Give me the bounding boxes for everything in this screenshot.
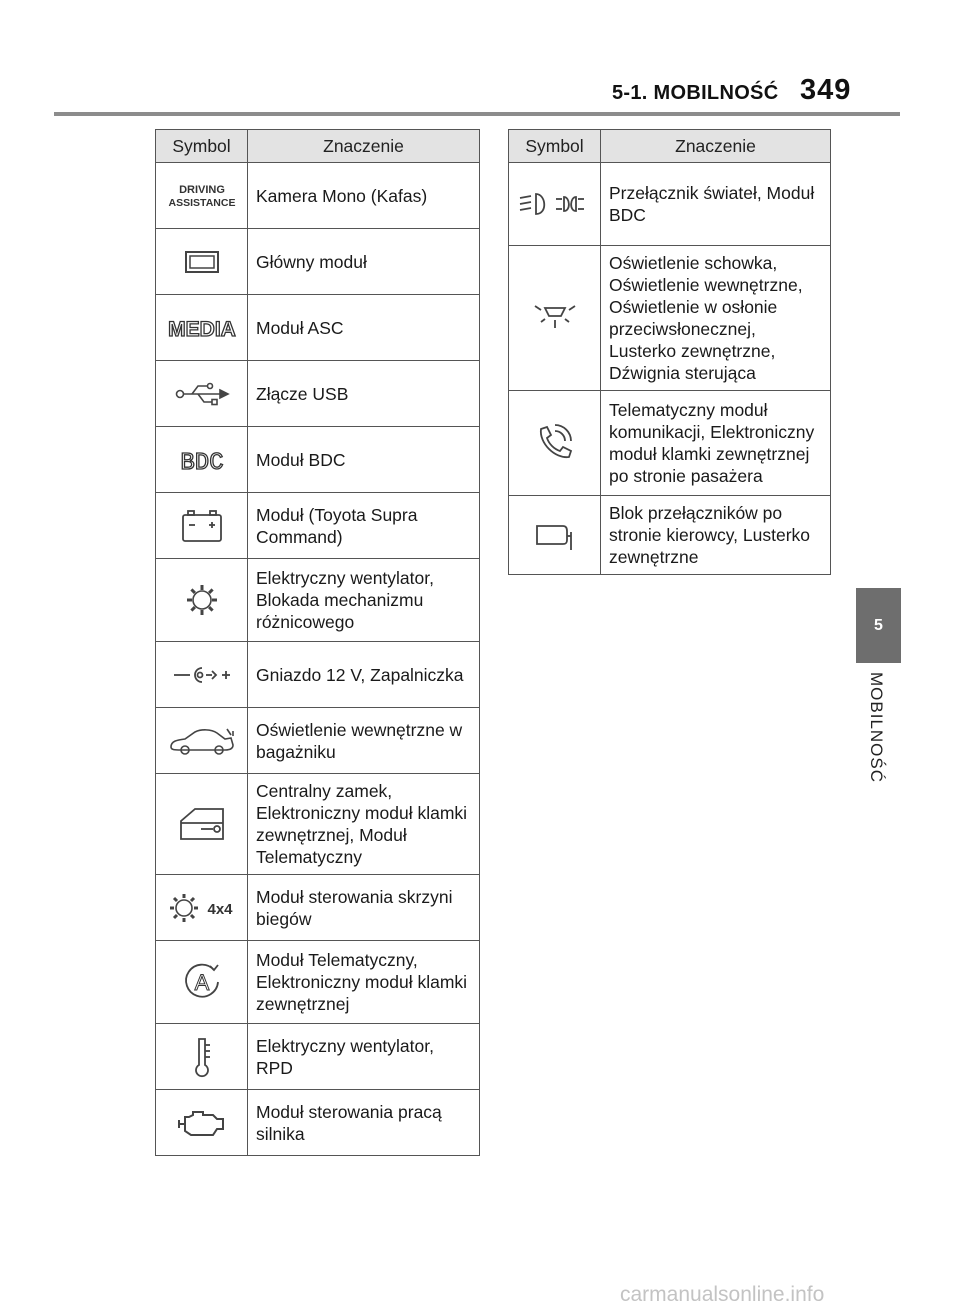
table-header-row — [156, 130, 480, 163]
phone-signal-icon — [509, 391, 601, 496]
battery-icon — [156, 493, 248, 559]
meaning-text: Moduł (Toyota Supra Command) — [248, 493, 480, 559]
meaning-text: Przełącznik świateł, Moduł BDC — [601, 163, 831, 246]
media-icon-text: MEDIA — [167, 317, 236, 341]
meaning-text: Centralny zamek, Elektroniczny moduł klamki zewnętrznej, Moduł Telematyczny — [248, 774, 480, 875]
meaning-text: Telematyczny moduł komunikacji, Elektroniczny moduł klamki zewnętrznej po stronie pasażera — [601, 391, 831, 496]
meaning-text: Główny moduł — [248, 229, 480, 295]
table-row — [509, 391, 831, 496]
table-row — [156, 875, 480, 941]
right-symbol-table — [508, 129, 831, 575]
meaning-text: Oświetlenie schowka, Oświetlenie wewnętrzne, Oświetlenie w osłonie przeciwsłonecznej, Lusterko zewnętrzne, Dźwignia sterująca — [601, 246, 831, 391]
table-row — [156, 1090, 480, 1156]
socket-12v-icon — [156, 642, 248, 708]
gear-icon — [156, 559, 248, 642]
meaning-text: Moduł ASC — [248, 295, 480, 361]
car-door-icon — [156, 774, 248, 875]
chapter-number: 5 — [874, 616, 883, 634]
header-rule — [54, 112, 900, 116]
page-number: 349 — [800, 74, 852, 106]
chapter-tab — [856, 588, 901, 663]
table-row — [156, 163, 480, 229]
car-trunk-icon — [156, 708, 248, 774]
mirror-icon — [509, 496, 601, 575]
table-row — [156, 295, 480, 361]
thermometer-icon — [156, 1024, 248, 1090]
bdc-icon-text: BDC — [179, 449, 224, 475]
meaning-text: Moduł sterowania skrzyni biegów — [248, 875, 480, 941]
meaning-text: Moduł sterowania pracą silnika — [248, 1090, 480, 1156]
table-row — [156, 642, 480, 708]
engine-icon — [156, 1090, 248, 1156]
table-row — [156, 708, 480, 774]
column-header-meaning: Znaczenie — [601, 130, 831, 163]
table-row — [156, 559, 480, 642]
meaning-text: Kamera Mono (Kafas) — [248, 163, 480, 229]
table-row — [156, 941, 480, 1024]
table-row — [156, 1024, 480, 1090]
watermark: carmanualsonline.info — [620, 1283, 825, 1306]
auto-start-stop-icon — [156, 941, 248, 1024]
section-title: 5-1. MOBILNOŚĆ — [612, 82, 779, 104]
meaning-text: Moduł BDC — [248, 427, 480, 493]
chapter-label: MOBILNOŚĆ — [867, 672, 886, 784]
driving-assistance-icon — [156, 163, 248, 229]
table-row — [156, 427, 480, 493]
column-header-symbol: Symbol — [156, 130, 248, 163]
meaning-text: Oświetlenie wewnętrzne w bagażniku — [248, 708, 480, 774]
column-header-symbol: Symbol — [509, 130, 601, 163]
auto-start-stop-icon-text: A — [194, 970, 209, 995]
table-row — [509, 496, 831, 575]
driving-assistance-icon-line1: DRIVING — [178, 183, 225, 196]
meaning-text: Gniazdo 12 V, Zapalniczka — [248, 642, 480, 708]
table-row — [156, 493, 480, 559]
table-row — [509, 163, 831, 246]
meaning-text: Moduł Telematyczny, Elektroniczny moduł klamki zewnętrznej — [248, 941, 480, 1024]
interior-light-icon — [509, 246, 601, 391]
head-unit-icon — [156, 229, 248, 295]
column-header-meaning: Znaczenie — [248, 130, 480, 163]
table-row — [156, 361, 480, 427]
meaning-text: Złącze USB — [248, 361, 480, 427]
gear-4x4-icon — [156, 875, 248, 941]
gear-4x4-icon-text: 4x4 — [206, 900, 233, 918]
usb-icon — [156, 361, 248, 427]
media-icon — [156, 295, 248, 361]
meaning-text: Elektryczny wentylator, RPD — [248, 1024, 480, 1090]
left-symbol-table — [155, 129, 480, 1156]
meaning-text: Elektryczny wentylator, Blokada mechanizmu różnicowego — [248, 559, 480, 642]
headlight-switch-icon — [509, 163, 601, 246]
driving-assistance-icon-line2: ASSISTANCE — [168, 196, 235, 209]
table-row — [156, 774, 480, 875]
table-row — [156, 229, 480, 295]
table-row — [509, 246, 831, 391]
bdc-icon — [156, 427, 248, 493]
meaning-text: Blok przełączników po stronie kierowcy, Lusterko zewnętrzne — [601, 496, 831, 575]
table-header-row — [509, 130, 831, 163]
